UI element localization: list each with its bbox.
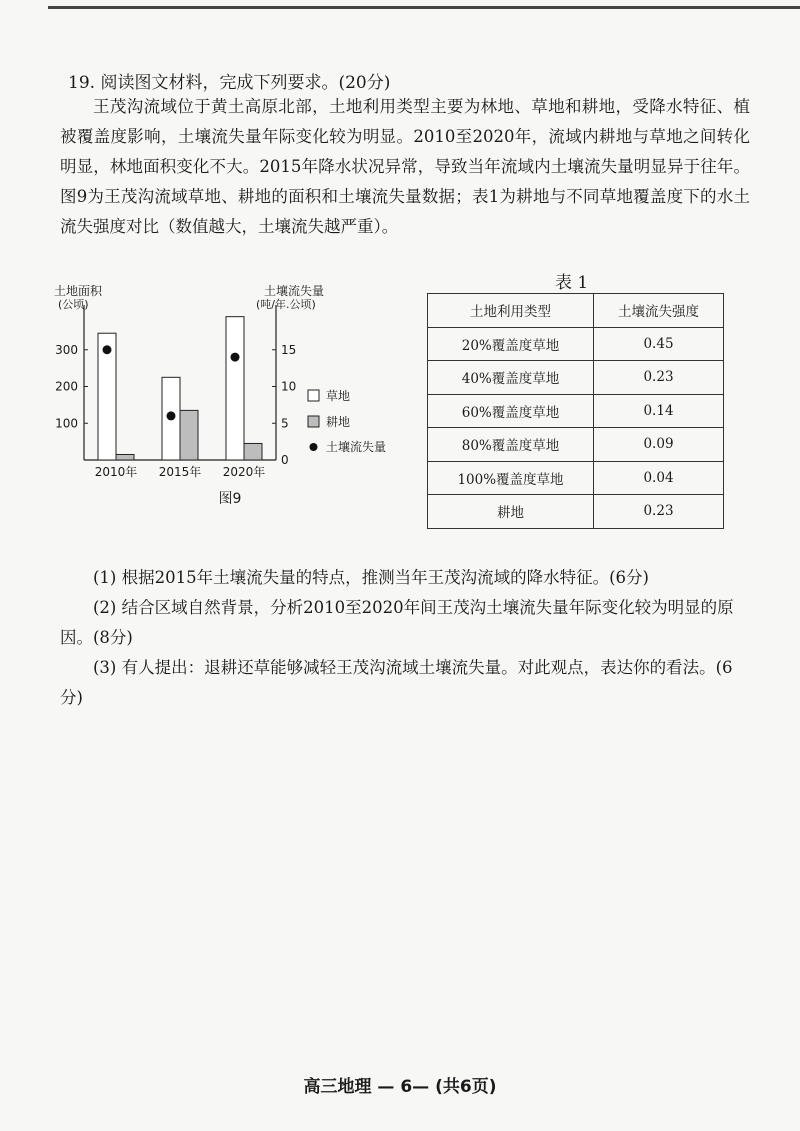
- right-tick-label: 10: [281, 379, 297, 394]
- figure-9-chart: [50, 285, 420, 525]
- table-row: [428, 361, 724, 395]
- table-cell-value: 0.04: [594, 461, 724, 495]
- figure-caption: 图9: [218, 491, 242, 507]
- table-header-row: [428, 294, 724, 328]
- legend-label-grassland: 草地: [326, 389, 351, 403]
- right-tick-label: 5: [281, 416, 289, 431]
- soil-loss-point: [167, 411, 176, 420]
- x-tick-label: 2020年: [222, 465, 266, 479]
- table-cell-type: 耕地: [428, 495, 594, 529]
- left-tick-label: 200: [55, 379, 78, 394]
- bar-farmland: [244, 443, 262, 460]
- question-title: 19. 阅读图文材料，完成下列要求。(20分): [68, 73, 391, 93]
- page-footer: 高三地理 — 6— (共6页): [303, 1077, 497, 1097]
- table-cell-type: 60%覆盖度草地: [428, 394, 594, 428]
- table-header-cell: 土壤流失强度: [594, 294, 724, 328]
- bar-grassland: [226, 317, 244, 460]
- left-tick-label: 300: [55, 342, 78, 357]
- sub-question-3: (3) 有人提出：退耕还草能够减轻王茂沟流域土壤流失量。对此观点，表达你的看法。(6分): [60, 658, 733, 707]
- legend-swatch-soil-loss: [310, 443, 318, 451]
- table-cell-value: 0.23: [594, 495, 724, 529]
- x-tick-label: 2015年: [158, 465, 202, 479]
- table-cell-value: 0.09: [594, 428, 724, 462]
- legend-swatch-farmland: [308, 416, 319, 427]
- bar-farmland: [180, 410, 198, 460]
- sub-question-2: (2) 结合区域自然背景，分析2010至2020年间王茂沟土壤流失量年际变化较为明显的原因。(8分): [60, 598, 734, 647]
- left-axis-unit: (公顷): [58, 298, 89, 311]
- top-border-line: [48, 6, 800, 9]
- right-tick-label: 0: [281, 453, 289, 467]
- table-1: [427, 293, 724, 529]
- table-row: [428, 428, 724, 462]
- table-1-caption: 表 1: [555, 273, 589, 293]
- legend-label-soil-loss: 土壤流失量: [326, 440, 387, 454]
- soil-loss-point: [103, 345, 112, 354]
- table-cell-value: 0.14: [594, 394, 724, 428]
- table-header-cell: 土地利用类型: [428, 294, 594, 328]
- table-cell-type: 40%覆盖度草地: [428, 361, 594, 395]
- table-row: [428, 461, 724, 495]
- table-cell-type: 20%覆盖度草地: [428, 327, 594, 361]
- right-tick-label: 15: [281, 342, 297, 357]
- right-axis-unit: (吨/年.公顷): [256, 298, 316, 311]
- table-row: [428, 495, 724, 529]
- sub-question-1: (1) 根据2015年土壤流失量的特点，推测当年王茂沟流域的降水特征。(6分): [93, 568, 649, 587]
- table-row: [428, 394, 724, 428]
- table-cell-value: 0.23: [594, 361, 724, 395]
- right-axis-title: 土壤流失量: [264, 285, 325, 298]
- left-axis-title: 土地面积: [54, 285, 103, 298]
- left-tick-label: 100: [55, 416, 78, 431]
- table-cell-type: 100%覆盖度草地: [428, 461, 594, 495]
- table-row: [428, 327, 724, 361]
- table-cell-value: 0.45: [594, 327, 724, 361]
- table-cell-type: 80%覆盖度草地: [428, 428, 594, 462]
- legend-label-farmland: 耕地: [326, 415, 351, 429]
- legend-swatch-grassland: [308, 390, 319, 401]
- question-paragraph: 王茂沟流域位于黄土高原北部，土地利用类型主要为林地、草地和耕地，受降水特征、植被覆盖度影响，土壤流失量年际变化较为明显。2010至2020年，流域内耕地与草地之间转化明显，林地面积变化不大。2015年降水状况异常，导致当年流域内土壤流失量明显异于往年。图9为王茂沟流域草地、耕地的面积和土壤流失量数据；表1为耕地与不同草地覆盖度下的水土流失强度对比（数值越大，土壤流失越严重）。: [60, 97, 750, 236]
- x-tick-label: 2010年: [94, 465, 138, 479]
- soil-loss-point: [231, 353, 240, 362]
- bar-farmland: [116, 454, 134, 460]
